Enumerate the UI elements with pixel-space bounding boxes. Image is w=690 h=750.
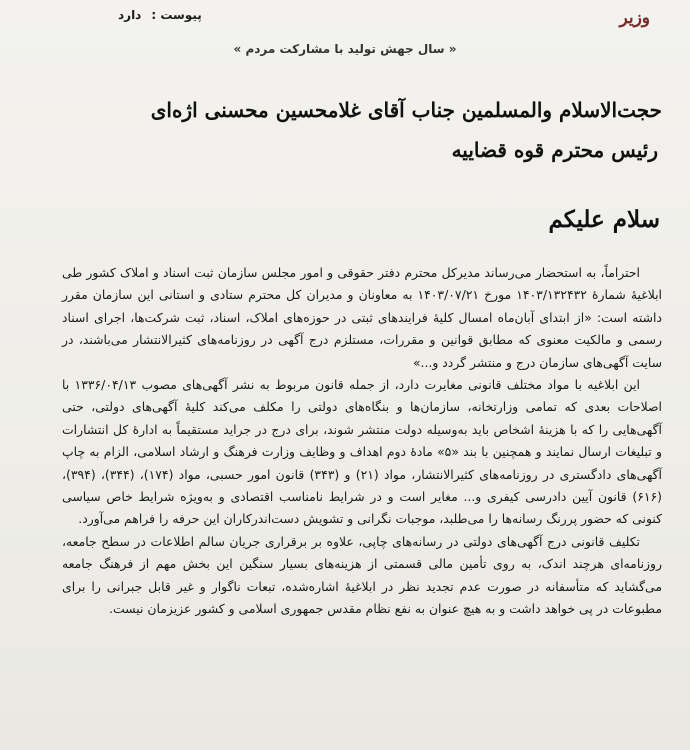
- body-paragraph: این ابلاغیه با مواد مختلف قانونی مغایرت دارد، از جمله قانون مربوط به نشر آگهی‌های مصوب ۱۳۳۶/۰۴/۱۳ با اصلاحات بعدی که تمامی وزارتخانه، سازمان‌ها و بنگاه‌های دولتی را مکلف می‌کند کلیهٔ آگهی‌های دولتی، حتی آگهی‌هایی را که با هزینهٔ اشخاص باید به‌وسیله دولت منتشر شوند، برای درج در جراید مستقیماً به ادارهٔ کل انتشارات و تبلیغات ارسال نمایند و همچنین با بند «۵» مادهٔ دوم اهداف و وظایف وزارت فرهنگ و ارشاد اسلامی، الزام به چاپ آگهی‌های دادگستری در روزنامه‌های کثیرالانتشار، مواد (۲۱) و (۳۴۳) قانون امور حسبی، مواد (۱۷۴)، (۳۴۴)، (۳۹۴)، (۶۱۶) قانون آیین دادرسی کیفری و... مغایر است و در شرایط نامناسب اقتصادی و به‌ویژه شرایط خاص سیاسی کنونی که حضور پررنگ رسانه‌ها را می‌طلبد، موجبات نگرانی و تشویش دست‌اندرکاران این حرفه را فراهم می‌آورد.: [62, 377, 663, 527]
- recipient-block: [151, 90, 662, 170]
- year-slogan: « سال جهش تولید با مشارکت مردم »: [233, 42, 457, 56]
- letter-body: [62, 262, 662, 621]
- letterhead: [0, 6, 690, 30]
- body-paragraph: تکلیف قانونی درج آگهی‌های دولتی در رسانه‌های چاپی، علاوه بر برقراری جریان سالم اطلاعات در سطح جامعه، روزنامه‌ای هرچند اندک، به روی تأمین مالی قسمتی از هزینه‌های بسیار سنگین این بخش مهم از فرهنگ جامعه می‌گشاید که متأسفانه در صورت عدم تجدید نظر در ابلاغیهٔ اشاره‌شده، تبعات ناگوار و غیر قابل جبرانی را برای مطبوعات در پی خواهد داشت و به هیچ عنوان به نفع نظام مقدس جمهوری اسلامی و کشور عزیزمان نیست.: [62, 533, 662, 617]
- attachment-value: دارد: [118, 8, 142, 22]
- recipient-name: حجت‌الاسلام والمسلمین جناب آقای غلامحسین محسنی اژه‌ای: [150, 98, 662, 122]
- attachment-label: پیوست :: [151, 8, 202, 22]
- greeting: سلام علیکم: [548, 206, 660, 233]
- attachment-field: [118, 8, 202, 22]
- body-paragraph: احتراماً، به استحضار می‌رساند مدیرکل محترم دفتر حقوقی و امور مجلس سازمان ثبت اسناد و املاک کشور طی ابلاغیهٔ شمارهٔ ۱۴۰۳/۱۳۲۴۳۲ مورخ ۱۴۰۳/۰۷/۲۱ به معاونان و مدیران کل محترم ستادی و استانی این سازمان مقرر داشته است: «از ابتدای آبان‌ماه امسال کلیهٔ فرایندهای ثبتی در حوزه‌های املاک، اسناد، ثبت شرکت‌ها، اجرای اسناد رسمی و مالکیت معنوی که مطابق قوانین و مقررات، مستلزم درج آگهی در روزنامه‌های کثیرالانتشار می‌باشند، در سایت آگهی‌های سازمان درج و منتشر گردد و...»: [62, 265, 662, 370]
- recipient-title: رئیس محترم قوه قضاییه: [451, 138, 658, 162]
- minister-title: وزیر: [619, 8, 650, 28]
